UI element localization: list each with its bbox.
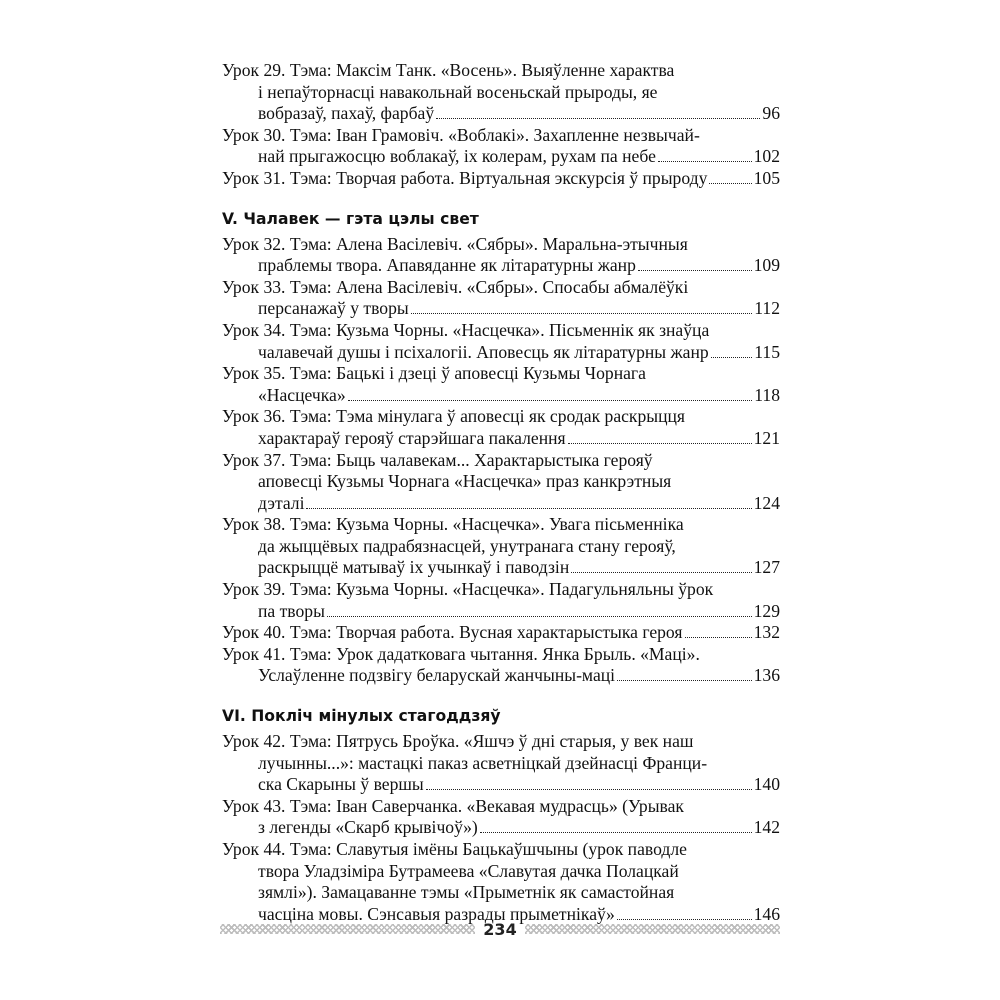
toc-entry-text: з легенды «Скарб крывічоў») [258, 817, 478, 838]
toc-entry-last-line [222, 665, 780, 687]
toc-entry-line: Урок 42. Тэма: Пятрусь Броўка. «Яшчэ ў дні старыя, у век наш [222, 731, 694, 752]
toc-entry-text: па творы [258, 600, 325, 621]
dot-leader [568, 443, 752, 444]
toc-entry [222, 60, 780, 125]
dot-leader [658, 161, 752, 162]
dot-leader [685, 637, 752, 638]
toc-entry [222, 450, 780, 515]
dot-leader [571, 572, 751, 573]
toc-entry [222, 320, 780, 363]
toc-entry-page: 109 [753, 255, 780, 276]
toc-entry-last-line [222, 385, 780, 407]
toc-entry-last-line [222, 428, 780, 450]
dot-leader [327, 616, 752, 617]
dot-leader [348, 400, 753, 401]
toc-entry-page: 115 [754, 341, 780, 362]
toc-entry-line: Урок 36. Тэма: Тэма мінулага ў аповесці як сродак раскрыцця [222, 406, 686, 427]
toc-entry-text: чалавечай душы і псіхалогіі. Аповесць як літаратурны жанр [258, 341, 709, 362]
dot-leader [480, 832, 752, 833]
toc-entry [222, 125, 780, 168]
dot-leader [638, 270, 752, 271]
toc-entry-page: 124 [753, 492, 780, 513]
toc-entry-line: да жыццёвых падрабязнасцей, унутранага стану герояў, [258, 535, 676, 556]
toc-entry-page: 127 [753, 557, 780, 578]
toc-page [222, 60, 780, 925]
toc-entry-text: характараў герояў старэйшага пакалення [258, 427, 566, 448]
toc-entry [222, 277, 780, 320]
toc-entry-line: Урок 32. Тэма: Алена Васілевіч. «Сябры». Маральна-этычныя [222, 233, 688, 254]
toc-entry [222, 168, 780, 190]
toc-entry-page: 118 [754, 384, 780, 405]
toc-entry-text: «Насцечка» [258, 384, 346, 405]
toc-entry-page: 146 [753, 903, 780, 924]
page-number: 234 [483, 919, 517, 939]
toc-entry-page: 96 [762, 103, 780, 124]
toc-entry-page: 132 [753, 622, 780, 643]
toc-entry-page: 121 [753, 427, 780, 448]
toc-entry-text: персанажаў у творы [258, 298, 409, 319]
toc-entry-line: Урок 30. Тэма: Іван Грамовіч. «Воблакі». Захапленне незвычай- [222, 124, 700, 145]
toc-entry-page: 136 [753, 665, 780, 686]
toc-entry-last-line [222, 298, 780, 320]
toc-entry-page: 129 [753, 600, 780, 621]
toc-entry-line: зямлі»). Замацаванне тэмы «Прыметнік як самастойная [258, 882, 675, 903]
toc-entry-last-line [222, 103, 780, 125]
toc-entry-page: 140 [753, 774, 780, 795]
toc-entry-text: най прыгажосцю воблакаў, іх колерам, рухам па небе [258, 146, 656, 167]
section-title-vi: VI. Покліч мінулых стагоддзяў [222, 707, 501, 726]
toc-entries-top [222, 60, 780, 190]
toc-entry [222, 406, 780, 449]
toc-entry-line: твора Уладзіміра Бутрамеева «Славутая дачка Полацкай [258, 860, 679, 881]
toc-entry-page: 102 [753, 146, 780, 167]
toc-entry-line: Урок 38. Тэма: Кузьма Чорны. «Насцечка». Увага пісьменніка [222, 514, 684, 535]
toc-entry-line: лучынны...»: мастацкі паказ асветніцкай дзейнасці Франци- [258, 752, 708, 773]
toc-entry [222, 839, 780, 925]
toc-entry [222, 644, 780, 687]
toc-entry [222, 731, 780, 796]
dot-leader [709, 183, 751, 184]
dot-leader [436, 118, 760, 119]
toc-entry-page: 105 [753, 167, 780, 188]
page-footer [220, 918, 780, 940]
dot-leader [306, 508, 751, 509]
toc-entry-line: Урок 33. Тэма: Алена Васілевіч. «Сябры». Спосабы абмалёўкі [222, 276, 689, 297]
toc-entry-text: праблемы твора. Апавяданне як літаратурны жанр [258, 255, 636, 276]
toc-entry [222, 234, 780, 277]
toc-entry-text: Урок 31. Тэма: Творчая работа. Віртуальная экскурсія ў прыроду [222, 167, 708, 188]
toc-entry-text: часціна мовы. Сэнсавыя разрады прыметнікаў» [258, 903, 615, 924]
toc-entry-line: Урок 39. Тэма: Кузьма Чорны. «Насцечка». Падагульняльны ўрок [222, 579, 714, 600]
toc-entry-last-line [222, 622, 780, 644]
toc-entry-line: Урок 37. Тэма: Быць чалавекам... Характарыстыка герояў [222, 449, 653, 470]
section-title-v: V. Чалавек — гэта цэлы свет [222, 209, 479, 228]
dot-leader [617, 680, 752, 681]
toc-entry [222, 796, 780, 839]
toc-entry-line: Урок 34. Тэма: Кузьма Чорны. «Насцечка». Пісьменнік як знаўца [222, 319, 710, 340]
toc-entry-line: аповесці Кузьмы Чорнага «Насцечка» праз канкрэтныя [258, 471, 672, 492]
toc-entry-text: Услаўленне подзвігу беларускай жанчыны-маці [258, 665, 616, 686]
toc-entry-last-line [222, 493, 780, 515]
toc-entry-last-line [222, 255, 780, 277]
dot-leader [711, 357, 753, 358]
toc-entry-page: 112 [754, 298, 780, 319]
toc-entry-line: і непаўторнасці навакольнай восеньскай прыроды, яе [258, 81, 658, 102]
toc-entry-last-line [222, 774, 780, 796]
toc-entry-last-line [222, 168, 780, 190]
toc-entry-last-line [222, 342, 780, 364]
toc-entry-line: Урок 43. Тэма: Іван Саверчанка. «Векавая мудрасць» (Урывак [222, 795, 684, 816]
toc-entry-text: дэталі [258, 492, 305, 513]
toc-entry [222, 579, 780, 622]
toc-entry [222, 363, 780, 406]
toc-entry-text: ска Скарыны ў вершы [258, 774, 424, 795]
toc-entries-section-v [222, 234, 780, 687]
toc-entry-line: Урок 44. Тэма: Славутыя імёны Бацькаўшчыны (урок паводле [222, 839, 687, 859]
toc-entry [222, 622, 780, 644]
toc-entry-page: 142 [753, 817, 780, 838]
toc-entry-text: вобразаў, пахаў, фарбаў [258, 103, 435, 124]
toc-entry-line: Урок 41. Тэма: Урок дадатковага чытання. Янка Брыль. «Маці». [222, 643, 700, 664]
toc-entry-text: Урок 40. Тэма: Творчая работа. Вусная характарыстыка героя [222, 622, 683, 643]
toc-entry-last-line [222, 817, 780, 839]
toc-entry [222, 514, 780, 579]
toc-entry-last-line [222, 146, 780, 168]
footer-ornament-left [220, 924, 475, 934]
toc-entry-line: Урок 35. Тэма: Бацькі і дзеці ў аповесці Кузьмы Чорнага [222, 363, 646, 384]
dot-leader [426, 789, 752, 790]
footer-ornament-right [525, 924, 780, 934]
dot-leader [411, 313, 753, 314]
toc-entry-last-line [222, 557, 780, 579]
toc-entry-line: Урок 29. Тэма: Максім Танк. «Восень». Выяўленне характва [222, 60, 675, 80]
toc-entry-text: раскрыццё матываў іх учынкаў і паводзін [258, 557, 570, 578]
toc-entry-last-line [222, 601, 780, 623]
toc-entries-section-vi [222, 731, 780, 925]
